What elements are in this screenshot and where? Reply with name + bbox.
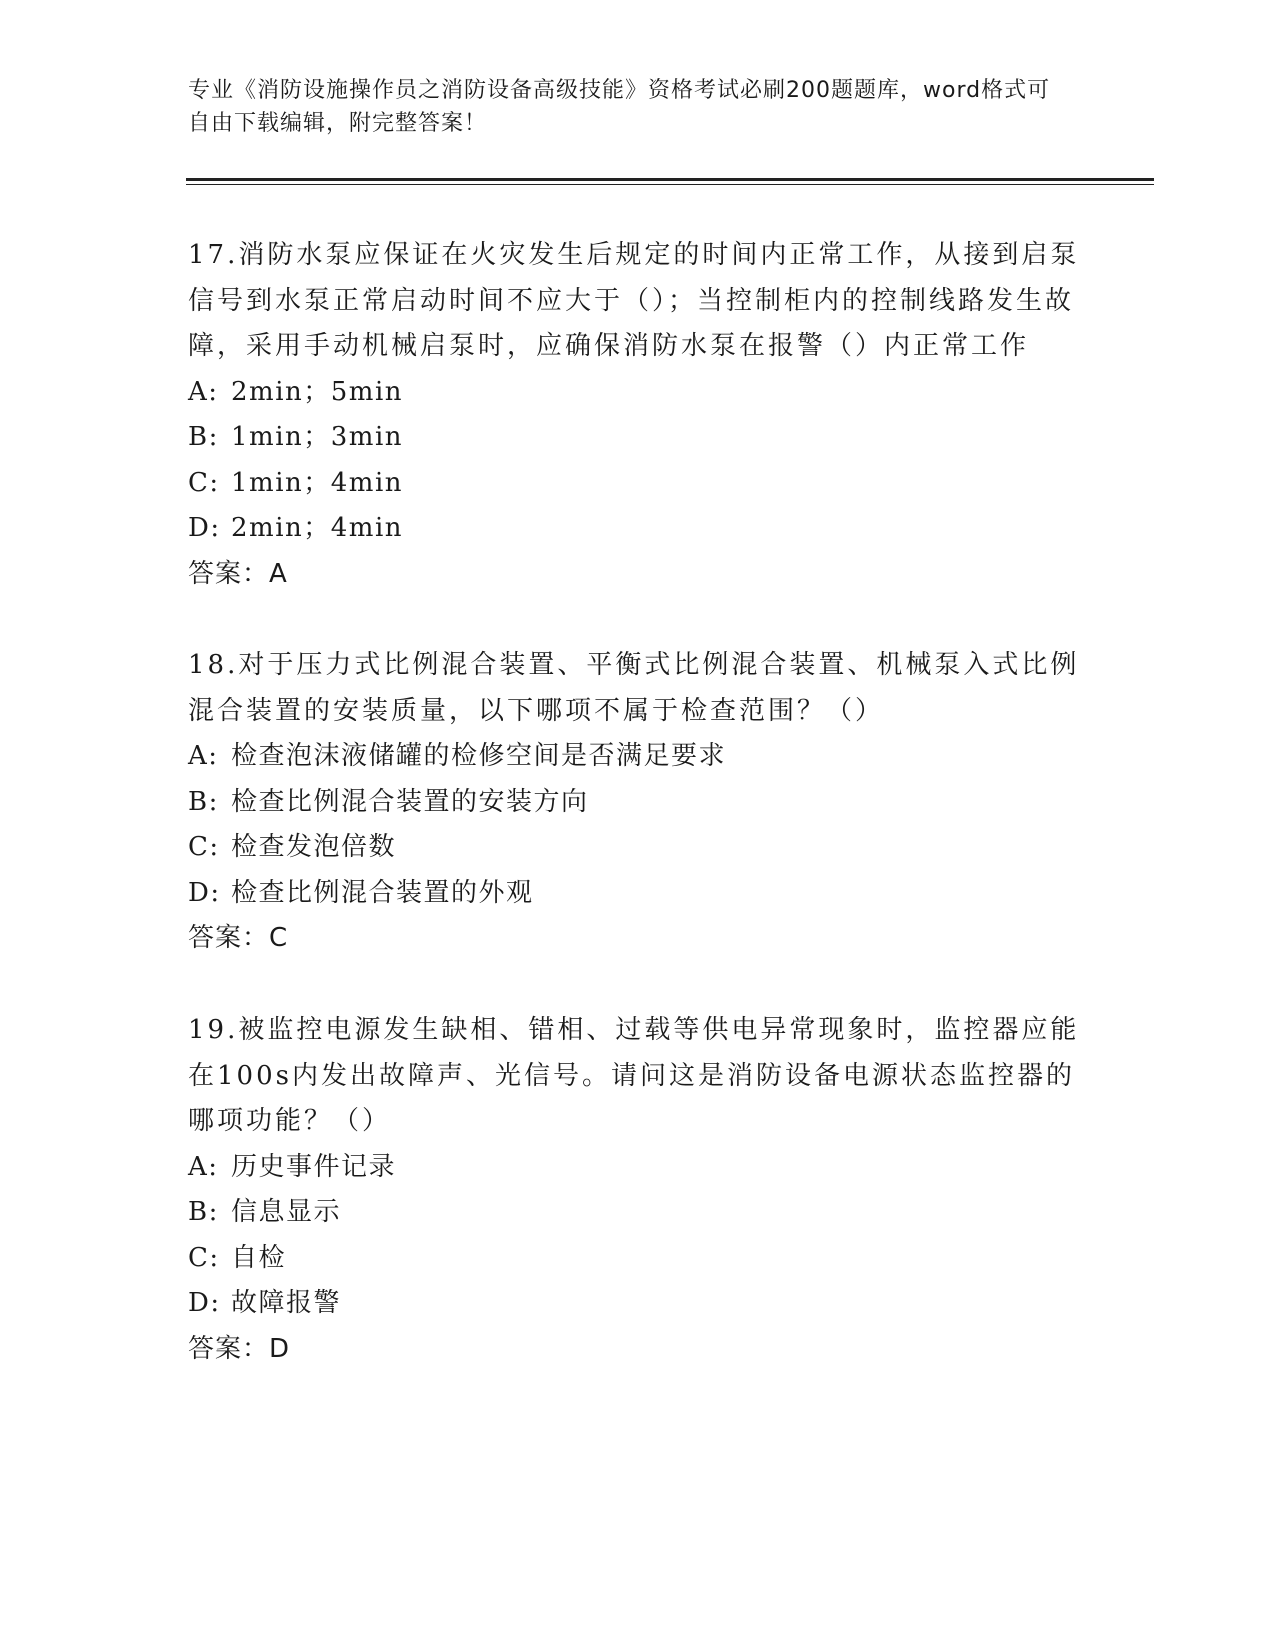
- option-letter: B:: [188, 422, 219, 452]
- option-text: 自检: [231, 1242, 287, 1273]
- option-text: 历史事件记录: [231, 1151, 397, 1182]
- option-letter: A:: [188, 376, 219, 407]
- option-text: 2min；4min: [231, 513, 404, 543]
- option-c: [188, 825, 1088, 871]
- option-b: [188, 780, 1088, 826]
- option-letter: A:: [188, 1151, 219, 1182]
- answer-line: 答案：A: [188, 558, 288, 589]
- option-text: 检查发泡倍数: [231, 832, 397, 862]
- option-text: 检查泡沫液储罐的检修空间是否满足要求: [231, 741, 727, 771]
- option-b: [188, 415, 1088, 461]
- option-c: [188, 461, 1088, 507]
- option-text: 检查比例混合装置的外观: [231, 877, 534, 908]
- option-text: 2min；5min: [231, 376, 404, 407]
- option-text: 1min；3min: [231, 422, 404, 452]
- option-a: [188, 1145, 1088, 1191]
- answer-line: 答案：D: [188, 1333, 291, 1364]
- option-text: 信息显示: [231, 1197, 342, 1227]
- option-letter: D:: [188, 513, 221, 543]
- question-text: [188, 233, 1088, 370]
- question-19: [188, 1008, 1088, 1372]
- option-letter: A:: [188, 741, 219, 771]
- question-stem: 被监控电源发生缺相、错相、过载等供电异常现象时，监控器应能在100s内发出故障声、光信号。请问这是消防设备电源状态监控器的哪项功能？（）: [188, 1015, 1080, 1136]
- answer-line: 答案：C: [188, 923, 289, 953]
- document-header: 专业《消防设施操作员之消防设备高级技能》资格考试必刷200题题库，word格式可自由下载编辑，附完整答案！: [188, 78, 1051, 136]
- option-letter: B:: [188, 1197, 219, 1227]
- option-b: [188, 1190, 1088, 1236]
- option-d: [188, 871, 1088, 917]
- option-letter: C:: [188, 1242, 220, 1273]
- question-17: [188, 233, 1088, 597]
- question-number: 19.: [188, 1015, 239, 1045]
- option-d: [188, 506, 1088, 552]
- option-a: [188, 370, 1088, 416]
- option-letter: D:: [188, 877, 221, 908]
- question-text: [188, 643, 1088, 734]
- question-text: [188, 1008, 1088, 1145]
- option-letter: D:: [188, 1288, 221, 1318]
- option-letter: C:: [188, 832, 220, 862]
- option-letter: B:: [188, 786, 219, 817]
- option-text: 检查比例混合装置的安装方向: [231, 786, 589, 817]
- option-text: 故障报警: [231, 1288, 342, 1318]
- option-c: [188, 1236, 1088, 1282]
- header-divider-thick: [186, 178, 1154, 181]
- question-number: 17.: [188, 240, 239, 270]
- question-stem: 对于压力式比例混合装置、平衡式比例混合装置、机械泵入式比例混合装置的安装质量，以下哪项不属于检查范围？（）: [188, 650, 1080, 726]
- question-18: [188, 643, 1088, 962]
- option-d: [188, 1281, 1088, 1327]
- question-number: 18.: [188, 650, 239, 680]
- question-stem: 消防水泵应保证在火灾发生后规定的时间内正常工作，从接到启泵信号到水泵正常启动时间不应大于（）；当控制柜内的控制线路发生故障，采用手动机械启泵时，应确保消防水泵在报警（）内正常工作: [188, 240, 1080, 361]
- option-a: [188, 734, 1088, 780]
- option-text: 1min；4min: [231, 467, 404, 498]
- header-divider-thin: [186, 184, 1154, 185]
- option-letter: C:: [188, 467, 220, 498]
